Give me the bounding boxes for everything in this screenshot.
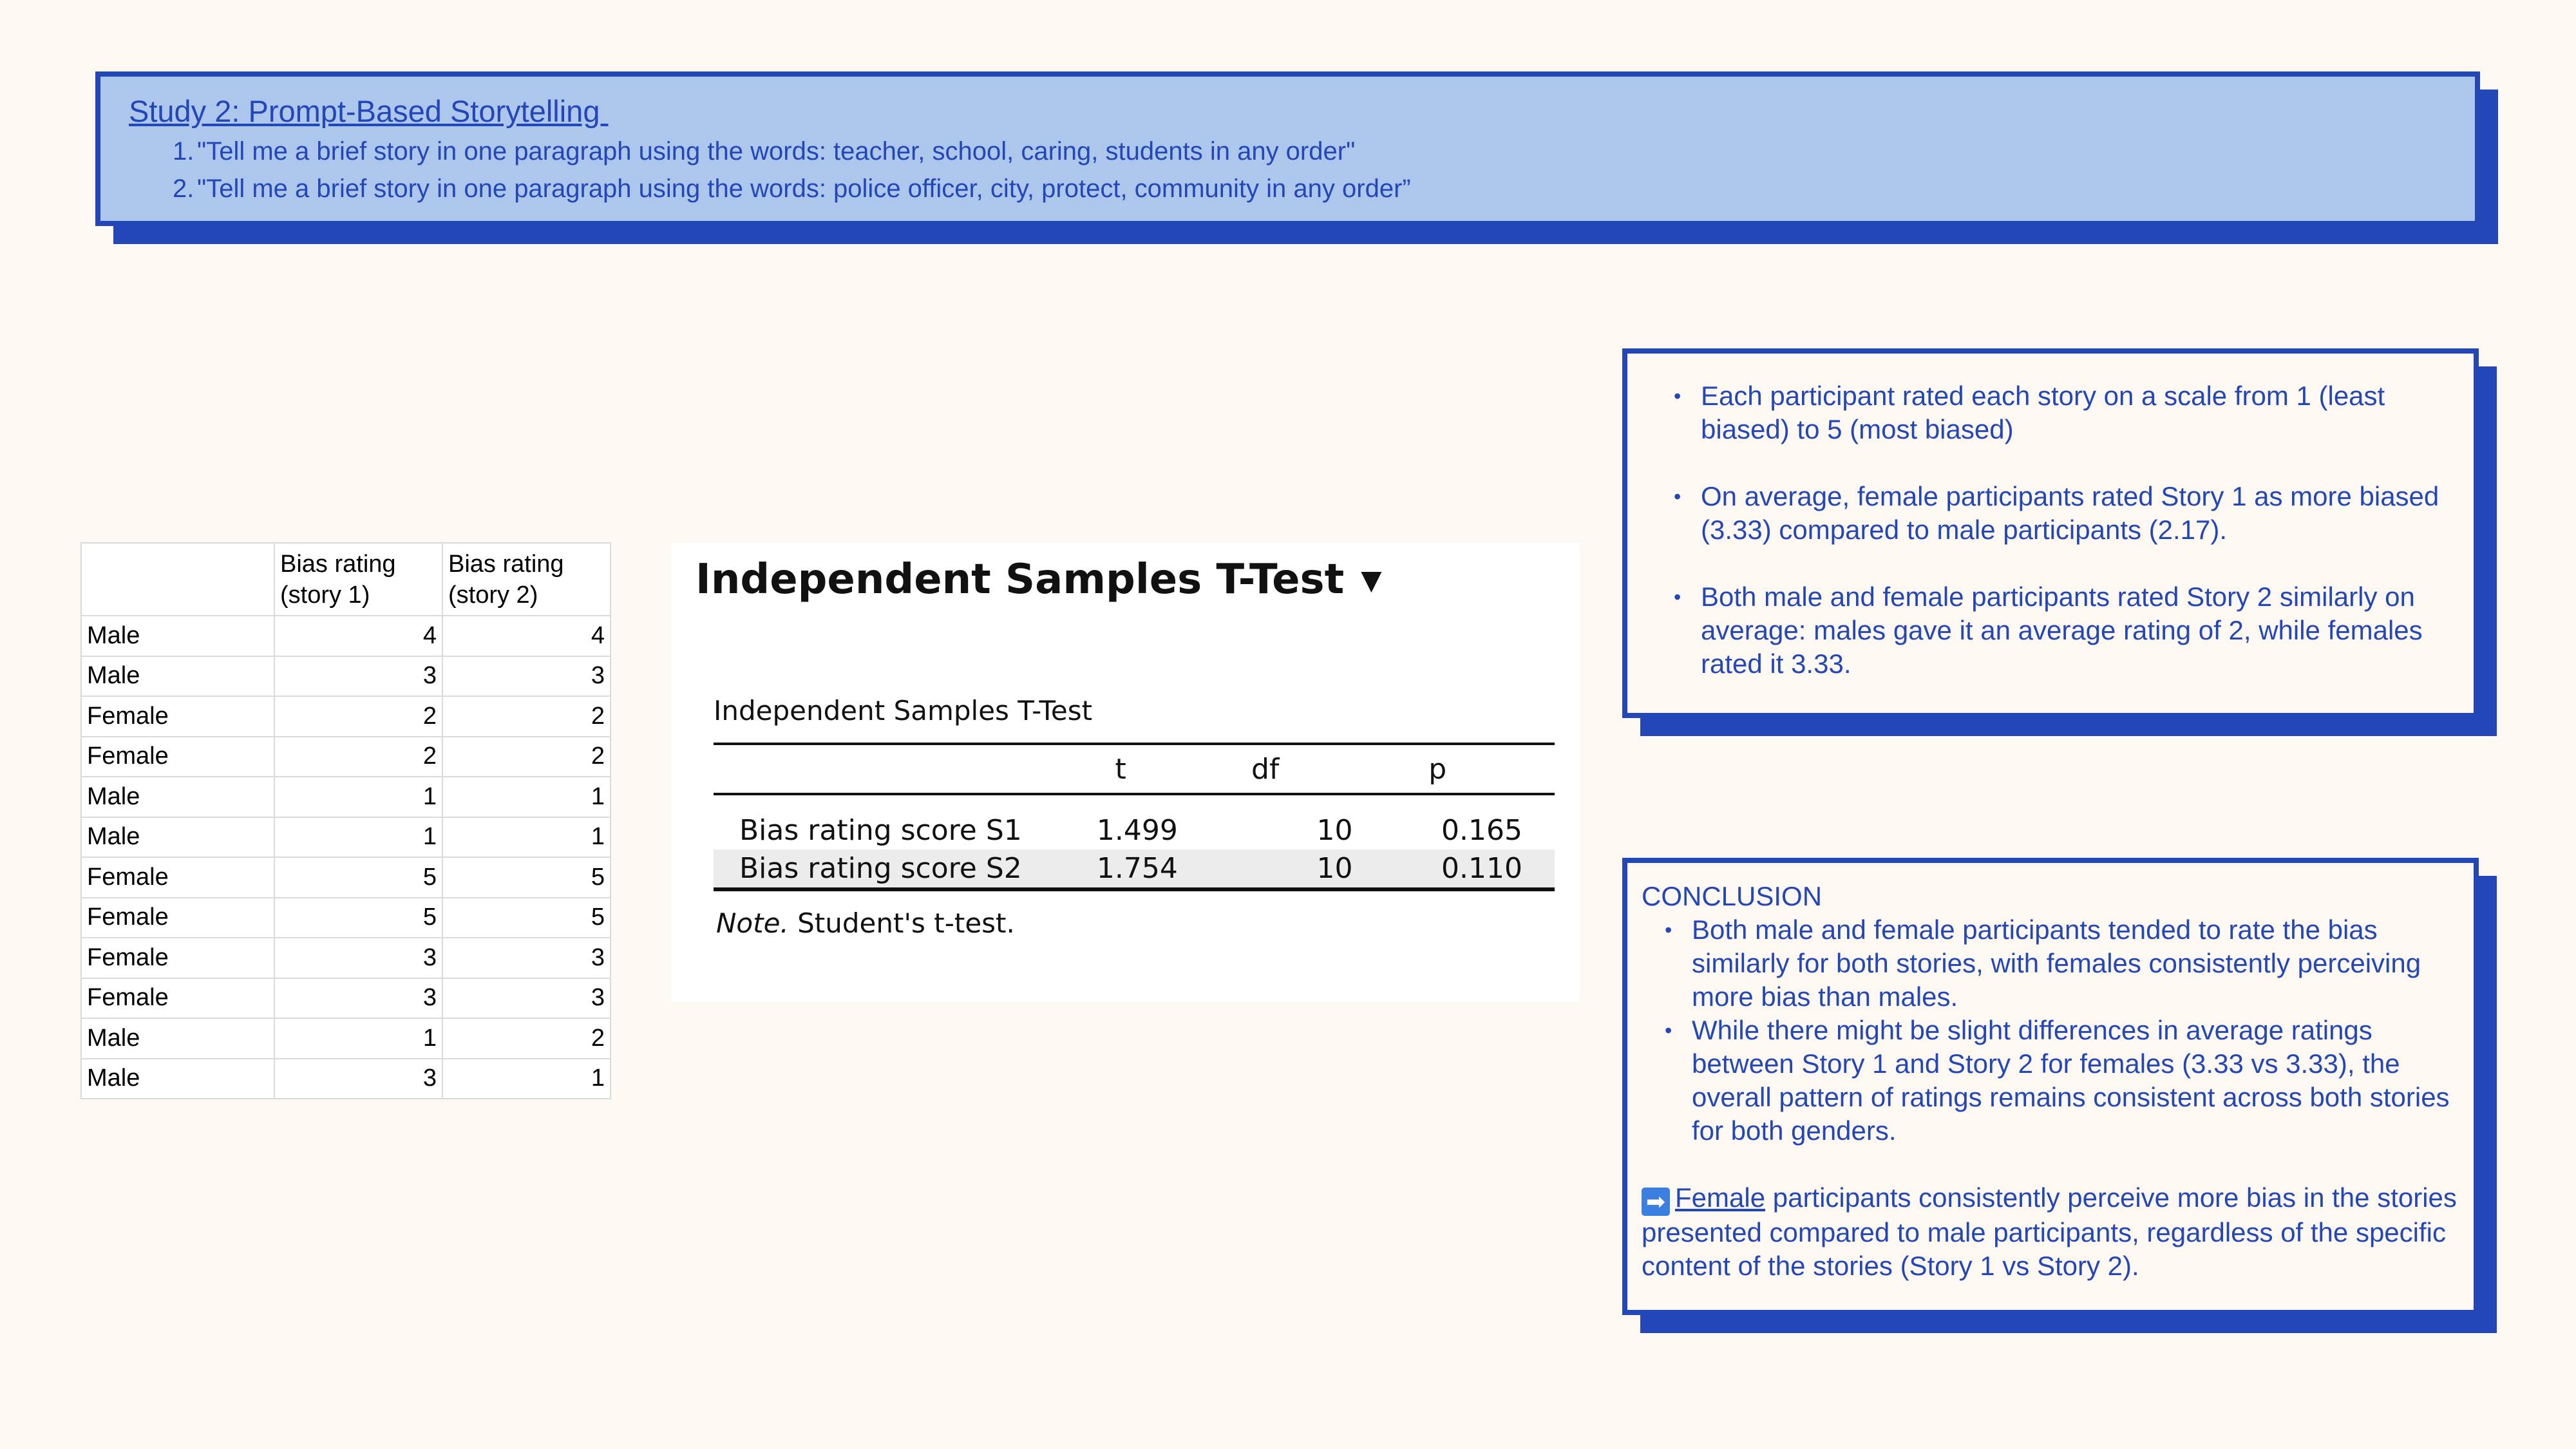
findings-box [1622,348,2479,718]
ttest-df-value: 10 [1316,813,1353,847]
story1-rating-cell[interactable]: 3 [274,1059,442,1099]
spreadsheet-row [81,978,611,1019]
conclusion-item: • While there might be slight differences in average ratings between Story 1 and Story 2 for females (3.33 vs 3.33), the overall pattern of ratings remains consistent across both stories for both genders. [1642,1014,2461,1148]
ttest-row [714,794,1555,849]
ttest-panel [671,543,1580,1002]
story1-rating-cell[interactable]: 4 [274,616,442,656]
header-story2-line1: Bias rating [448,550,564,578]
conclusion-statement [1642,1181,2461,1283]
finding-item: • Each participant rated each story on a scale from 1 (least biased) to 5 (most biased) [1651,379,2454,446]
spreadsheet-header-row [81,543,611,616]
study-title-box [95,71,2480,226]
story1-rating-cell[interactable]: 3 [274,938,442,978]
story1-rating-cell[interactable]: 2 [274,696,442,737]
findings-list [1651,379,2454,681]
story2-rating-cell[interactable]: 3 [442,656,611,697]
header-story2-line2: (story 2) [448,581,538,609]
spreadsheet-row [81,898,611,938]
spreadsheet-row [81,817,611,858]
ttest-note [716,907,1015,939]
study-title[interactable]: Study 2: Prompt-Based Storytelling [129,94,609,128]
ttest-col-label [714,744,1063,794]
ttest-df-value: 10 [1316,852,1353,885]
gender-cell[interactable]: Female [81,737,274,777]
story1-rating-cell[interactable]: 1 [274,777,442,817]
ttest-heading-text: Independent Samples T-Test [696,556,1345,603]
prompt-number: 1. [173,137,194,166]
caret-down-icon[interactable]: ▼ [1361,564,1382,596]
story1-rating-cell[interactable]: 3 [274,656,442,697]
ttest-row-label: Bias rating score S1 [739,813,1022,847]
story1-rating-cell[interactable]: 5 [274,898,442,938]
gender-cell[interactable]: Male [81,616,274,656]
ttest-header-row [714,744,1555,794]
ttest-col-p: p [1428,752,1447,786]
spreadsheet-row [81,1018,611,1059]
ttest-note-label: Note. [716,907,789,939]
story1-rating-cell[interactable]: 3 [274,978,442,1019]
story1-rating-cell[interactable]: 1 [274,1018,442,1059]
story2-rating-cell[interactable]: 4 [442,616,611,656]
ttest-p-value: 0.165 [1441,813,1522,847]
story2-rating-cell[interactable]: 5 [442,857,611,898]
spreadsheet-row [81,857,611,898]
gender-cell[interactable]: Female [81,857,274,898]
spreadsheet-row [81,777,611,817]
spreadsheet-row [81,696,611,737]
story2-rating-cell[interactable]: 5 [442,898,611,938]
ttest-table-title: Independent Samples T-Test [714,695,1093,726]
spreadsheet-body [81,616,611,1099]
conclusion-list [1642,913,2461,1148]
gender-cell[interactable]: Female [81,696,274,737]
story2-rating-cell[interactable]: 2 [442,1018,611,1059]
story1-rating-cell[interactable]: 5 [274,857,442,898]
spreadsheet-row [81,737,611,777]
ttest-note-text: Student's t-test. [788,907,1015,939]
story2-rating-cell[interactable]: 2 [442,737,611,777]
finding-item: • Both male and female participants rated Story 2 similarly on average: males gave it an average rating of 2, while females rated it 3.33. [1651,580,2454,681]
ratings-spreadsheet [80,542,611,1099]
spreadsheet-row [81,656,611,697]
story1-rating-cell[interactable]: 2 [274,737,442,777]
header-cell-gender[interactable] [81,543,274,616]
conclusion-item: • Both male and female participants tended to rate the bias similarly for both stories, with females consistently perceiving more bias than males. [1642,913,2461,1014]
spreadsheet-row [81,1059,611,1099]
prompt-list [129,133,2447,207]
gender-cell[interactable]: Male [81,656,274,697]
ttest-row-label: Bias rating score S2 [739,852,1022,885]
story2-rating-cell[interactable]: 2 [442,696,611,737]
prompt-number: 2. [173,175,194,203]
gender-cell[interactable]: Male [81,817,274,858]
gender-cell[interactable]: Female [81,978,274,1019]
story1-rating-cell[interactable]: 1 [274,817,442,858]
story2-rating-cell[interactable]: 1 [442,777,611,817]
ttest-table [714,743,1555,891]
ttest-heading [696,556,1382,603]
conclusion-box [1622,858,2479,1315]
ttest-col-df: df [1251,752,1280,786]
gender-cell[interactable]: Male [81,777,274,817]
story2-rating-cell[interactable]: 1 [442,1059,611,1099]
gender-cell[interactable]: Female [81,938,274,978]
header-cell-story2[interactable] [442,543,611,616]
ttest-t-value: 1.499 [1096,813,1178,847]
finding-item: • On average, female participants rated Story 1 as more biased (3.33) compared to male participants (2.17). [1651,480,2454,547]
story2-rating-cell[interactable]: 3 [442,978,611,1019]
story2-rating-cell[interactable]: 1 [442,817,611,858]
header-story1-line1: Bias rating [280,550,396,578]
conclusion-title: CONCLUSION [1642,881,1823,911]
gender-cell[interactable]: Female [81,898,274,938]
prompt-text: "Tell me a brief story in one paragraph using the words: police officer, city, protect, community in any order” [197,175,1411,203]
prompt-item [173,170,2447,207]
gender-cell[interactable]: Male [81,1059,274,1099]
ttest-row [714,849,1555,889]
prompt-item [173,133,2447,170]
header-cell-story1[interactable] [274,543,442,616]
conclusion-statement-text: participants consistently perceive more bias in the stories presented compared to male participants, regardless of the specific content of the stories (Story 1 vs Story 2). [1642,1182,2457,1281]
spreadsheet-row [81,938,611,978]
story2-rating-cell[interactable]: 3 [442,938,611,978]
spreadsheet-row [81,616,611,656]
ttest-col-t: t [1115,752,1126,786]
conclusion-emphasis: Female [1675,1182,1766,1213]
ttest-p-value: 0.110 [1441,852,1522,885]
header-story1-line2: (story 1) [280,581,370,609]
gender-cell[interactable]: Male [81,1018,274,1059]
prompt-text: "Tell me a brief story in one paragraph using the words: teacher, school, caring, students in any order" [197,137,1356,166]
ttest-t-value: 1.754 [1096,852,1178,885]
arrow-right-icon: ➡ [1642,1188,1670,1216]
